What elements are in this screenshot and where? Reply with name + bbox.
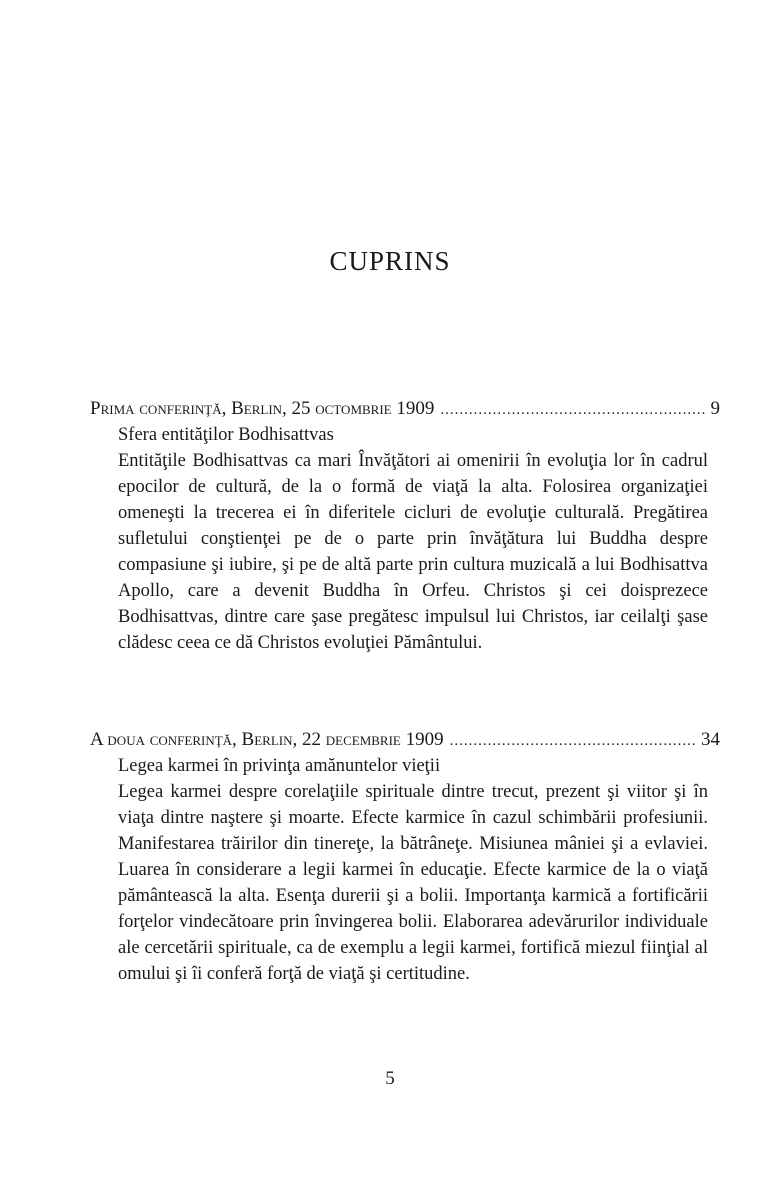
toc-entry-body xyxy=(90,422,720,656)
toc-entry-page: 9 xyxy=(710,398,720,419)
toc-entry-summary: Legea karmei despre corelaţiile spirituale dintre trecut, prezent şi viitor şi în viaţa dintre naştere şi moarte. Efecte karmice în cazul schimbării profesiunii. Manifestarea trăirilor din tinereţe, la bătrâneţe. Misiunea mâniei şi a evlaviei. Luarea în considerare a legii karmei în educaţie. Efecte karmice de la o viaţă pământească la alta. Esenţa durerii şi a bolii. Importanţa karmică a fortificării forţelor vindecătoare prin învingerea bolii. Elaborarea adevărurilor individuale ale cercetării spirituale, ca de exemplu a legii karmei, fortifică miezul fiinţial al omului şi îi conferă forţă de viaţă şi certitudine. xyxy=(118,782,708,984)
toc-entry-subtitle: Sfera entităţilor Bodhisattvas xyxy=(118,425,334,445)
page-number: 5 xyxy=(385,1068,395,1089)
toc-entry-heading xyxy=(90,726,720,753)
toc-entry xyxy=(90,726,720,987)
dot-leader xyxy=(440,397,704,424)
toc-entry-heading xyxy=(90,395,720,422)
toc-entry-summary: Entităţile Bodhisattvas ca mari Învăţători ai omenirii în evoluţia lor în cadrul epocilor de cultură, de la o formă de viaţă la alta. Folosirea organizaţiei omeneşti la trecerea ei în diferitele cicluri de evoluţie culturală. Pregătirea sufletului conştienţei pe de o parte prin învăţătura lui Buddha despre compasiune şi iubire, şi pe de altă parte prin cultura muzicală a lui Bodhisattva Apollo, care a devenit Buddha în Orfeu. Christos şi cei doisprezece Bodhisattvas, dintre care şase pregătesc impulsul lui Christos, iar ceilalţi şase clădesc ceea ce dă Christos evoluţiei Pământului. xyxy=(118,451,708,653)
toc-entry-label: A doua conferinţă, Berlin, 22 decembrie 1909 xyxy=(90,729,444,750)
toc-entry-page: 34 xyxy=(701,729,720,750)
toc-entry-subtitle: Legea karmei în privinţa amănuntelor vieţii xyxy=(118,756,441,776)
toc-entry-label: Prima conferinţă, Berlin, 25 octombrie 1909 xyxy=(90,398,435,419)
dot-leader xyxy=(450,728,695,755)
toc-entry-body xyxy=(90,753,720,987)
toc-entry xyxy=(90,395,720,656)
page-title: CUPRINS xyxy=(329,246,451,276)
